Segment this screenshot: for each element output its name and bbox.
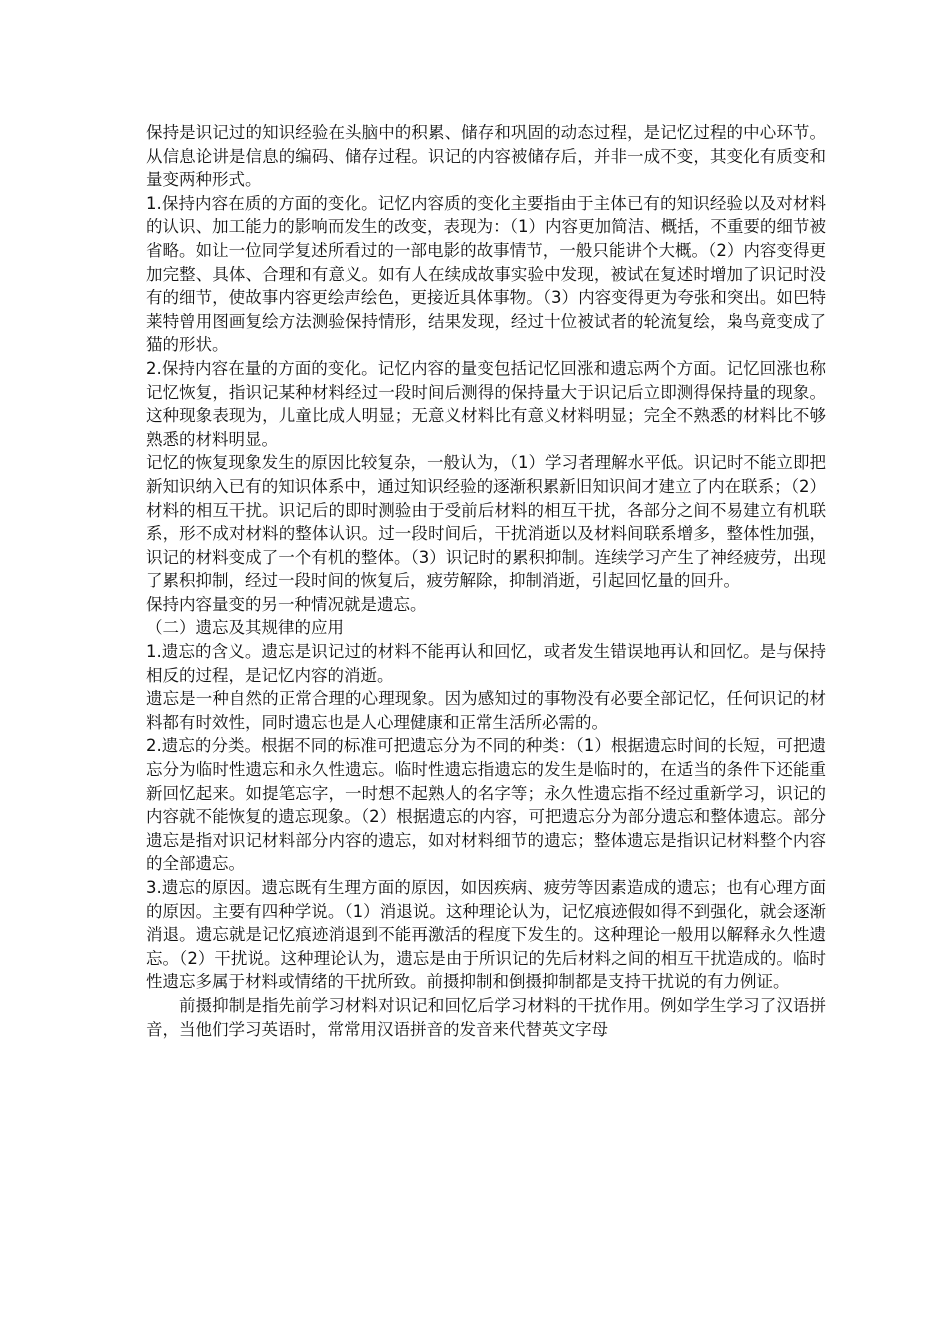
paragraph-forgetting-meaning: 1.遗忘的含义。遗忘是识记过的材料不能再认和回忆，或者发生错误地再认和回忆。是与保持相反的过程，是记忆内容的消逝。 (146, 642, 826, 685)
document-body (146, 121, 826, 1041)
paragraph-forgetting-causes: 3.遗忘的原因。遗忘既有生理方面的原因，如因疾病、疲劳等因素造成的遗忘；也有心理方面的原因。主要有四种学说。（1）消退说。这种理论认为，记忆痕迹假如得不到强化，就会逐渐消退。遗忘就是记忆痕迹消退到不能再激活的程度下发生的。这种理论一般用以解释永久性遗忘。（2）干扰说。这种理论认为，遗忘是由于所识记的先后材料之间的相互干扰造成的。临时性遗忘多属于材料或情绪的干扰所致。前摄抑制和倒摄抑制都是支持干扰说的有力例证。 (146, 878, 826, 992)
paragraph-forgetting-intro: 保持内容量变的另一种情况就是遗忘。 (146, 594, 427, 614)
paragraph-qualitative-change: 1.保持内容在质的方面的变化。记忆内容质的变化主要指由于主体已有的知识经验以及对材料的认识、加工能力的影响而发生的改变，表现为：（1）内容更加简洁、概括，不重要的细节被省略。如让一位同学复述所看过的一部电影的故事情节，一般只能讲个大概。（2）内容变得更加完整、具体、合理和有意义。如有人在续成故事实验中发现，被试在复述时增加了识记时没有的细节，使故事内容更绘声绘色，更接近具体事物。（3）内容变得更为夸张和突出。如巴特莱特曾用图画复绘方法测验保持情形，结果发现，经过十位被试者的轮流复绘，枭鸟竟变成了猫的形状。 (146, 193, 826, 355)
section-heading-forgetting: （二）遗忘及其规律的应用 (146, 618, 344, 638)
paragraph-retention-definition: 保持是识记过的知识经验在头脑中的积累、储存和巩固的动态过程，是记忆过程的中心环节。从信息论讲是信息的编码、储存过程。识记的内容被储存后，并非一成不变，其变化有质变和量变两种形式。 (146, 123, 826, 190)
paragraph-proactive-inhibition: 前摄抑制是指先前学习材料对识记和回忆后学习材料的干扰作用。例如学生学习了汉语拼音，当他们学习英语时，常常用汉语拼音的发音来代替英文字母 (146, 995, 826, 1039)
paragraph-quantitative-change: 2.保持内容在量的方面的变化。记忆内容的量变包括记忆回涨和遗忘两个方面。记忆回涨也称记忆恢复，指识记某种材料经过一段时间后测得的保持量大于识记后立即测得保持量的现象。这种现象表现为，儿童比成人明显；无意义材料比有意义材料明显；完全不熟悉的材料比不够熟悉的材料明显。 (146, 358, 826, 449)
paragraph-forgetting-natural: 遗忘是一种自然的正常合理的心理现象。因为感知过的事物没有必要全部记忆，任何识记的材料都有时效性，同时遗忘也是人心理健康和正常生活所必需的。 (146, 689, 826, 732)
paragraph-recovery-causes: 记忆的恢复现象发生的原因比较复杂，一般认为，（1）学习者理解水平低。识记时不能立即把新知识纳入已有的知识体系中，通过知识经验的逐渐积累新旧知识间才建立了内在联系；（2）材料的相互干扰。识记后的即时测验由于受前后材料的相互干扰，各部分之间不易建立有机联系，形不成对材料的整体认识。过一段时间后，干扰消逝以及材料间联系增多，整体性加强，识记的材料变成了一个有机的整体。（3）识记时的累积抑制。连续学习产生了神经疲劳，出现了累积抑制，经过一段时间的恢复后，疲劳解除，抑制消逝，引起回忆量的回升。 (146, 453, 826, 591)
paragraph-forgetting-types: 2.遗忘的分类。根据不同的标准可把遗忘分为不同的种类：（1）根据遗忘时间的长短，可把遗忘分为临时性遗忘和永久性遗忘。临时性遗忘指遗忘的发生是临时的，在适当的条件下还能重新回忆起来。如提笔忘字，一时想不起熟人的名字等；永久性遗忘指不经过重新学习，识记的内容就不能恢复的遗忘现象。（2）根据遗忘的内容，可把遗忘分为部分遗忘和整体遗忘。部分遗忘是指对识记材料部分内容的遗忘，如对材料细节的遗忘；整体遗忘是指识记材料整个内容的全部遗忘。 (146, 736, 826, 874)
